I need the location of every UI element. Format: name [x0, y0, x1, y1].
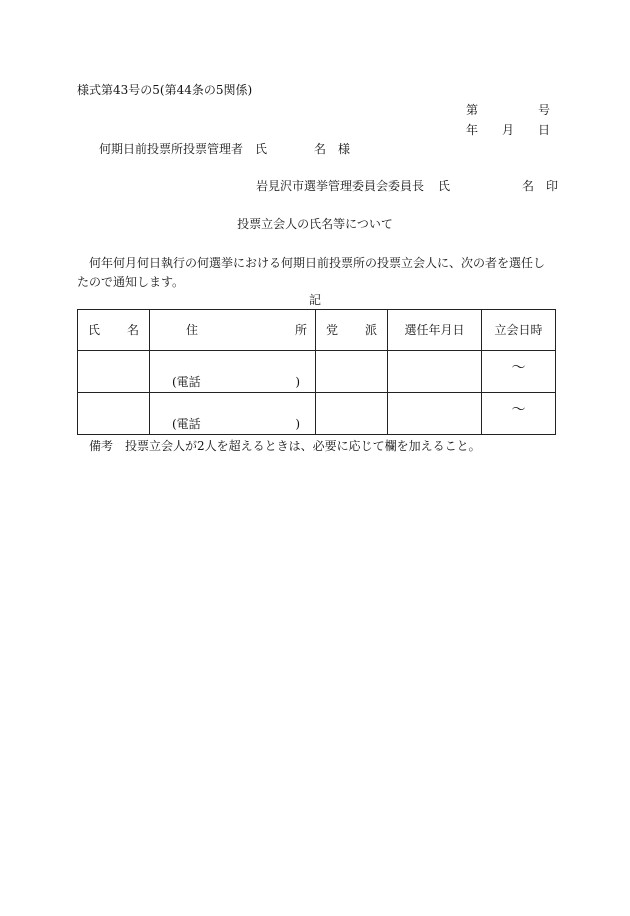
note-text: 投票立会人が2人を超えるときは、必要に応じて欄を加えること。 — [125, 439, 481, 453]
header-appointed-date: 選任年月日 — [388, 310, 482, 351]
header-name — [78, 310, 150, 351]
ki-heading: 記 — [308, 293, 321, 307]
tel-field — [172, 418, 300, 430]
header-address-ju: 住 — [186, 323, 199, 337]
tilde: ～ — [511, 402, 526, 418]
sender-shi: 氏 — [438, 179, 451, 193]
cell-appointed-date — [388, 351, 482, 393]
header-attend-datetime: 立会日時 — [482, 310, 556, 351]
header-name-shi: 氏 — [88, 323, 101, 337]
tel-open: (電話 — [172, 375, 201, 389]
header-party-to: 党 — [326, 323, 339, 337]
table-header-row — [78, 310, 556, 351]
note — [89, 440, 481, 452]
header-party-ha: 派 — [364, 323, 377, 337]
tel-field — [172, 376, 300, 388]
document-number — [466, 104, 550, 116]
header-name-mei: 名 — [126, 323, 139, 337]
cell-name — [78, 351, 150, 393]
tel-close: ) — [295, 417, 300, 431]
note-label: 備考 — [89, 439, 114, 453]
document-date — [466, 124, 550, 136]
cell-address — [150, 393, 316, 435]
cell-attend-datetime — [482, 351, 556, 393]
appointee-table — [77, 309, 556, 435]
cell-attend-datetime — [482, 393, 556, 435]
sender — [256, 180, 558, 192]
table-row — [78, 393, 556, 435]
table-row — [78, 351, 556, 393]
form-number: 様式第43号の5(第44条の5関係) — [77, 83, 253, 97]
subject-line: 投票立会人の氏名等について — [237, 217, 393, 231]
doc-number-prefix: 第 — [466, 103, 479, 117]
tilde: ～ — [511, 360, 526, 376]
header-address-sho: 所 — [294, 323, 307, 337]
header-party — [316, 310, 388, 351]
cell-appointed-date — [388, 393, 482, 435]
date-year: 年 — [466, 123, 479, 137]
date-day: 日 — [537, 123, 550, 137]
sender-mei: 名 — [522, 179, 535, 193]
addressee-shi: 氏 — [255, 142, 268, 156]
date-month: 月 — [501, 123, 514, 137]
cell-party — [316, 393, 388, 435]
doc-number-suffix: 号 — [537, 103, 550, 117]
addressee-title: 何期日前投票所投票管理者 — [99, 142, 244, 156]
cell-address — [150, 351, 316, 393]
body-text: 何年何月何日執行の何選挙における何期日前投票所の投票立会人に、次の者を選任したので通知します。 — [77, 256, 546, 289]
cell-party — [316, 351, 388, 393]
tel-open: (電話 — [172, 417, 201, 431]
cell-name — [78, 393, 150, 435]
addressee-mei: 名 — [314, 142, 327, 156]
addressee — [99, 143, 350, 155]
sender-title: 岩見沢市選挙管理委員会委員長 — [256, 179, 425, 193]
tel-close: ) — [295, 375, 300, 389]
header-address — [150, 310, 316, 351]
addressee-sama: 様 — [338, 142, 351, 156]
sender-seal: 印 — [546, 179, 559, 193]
